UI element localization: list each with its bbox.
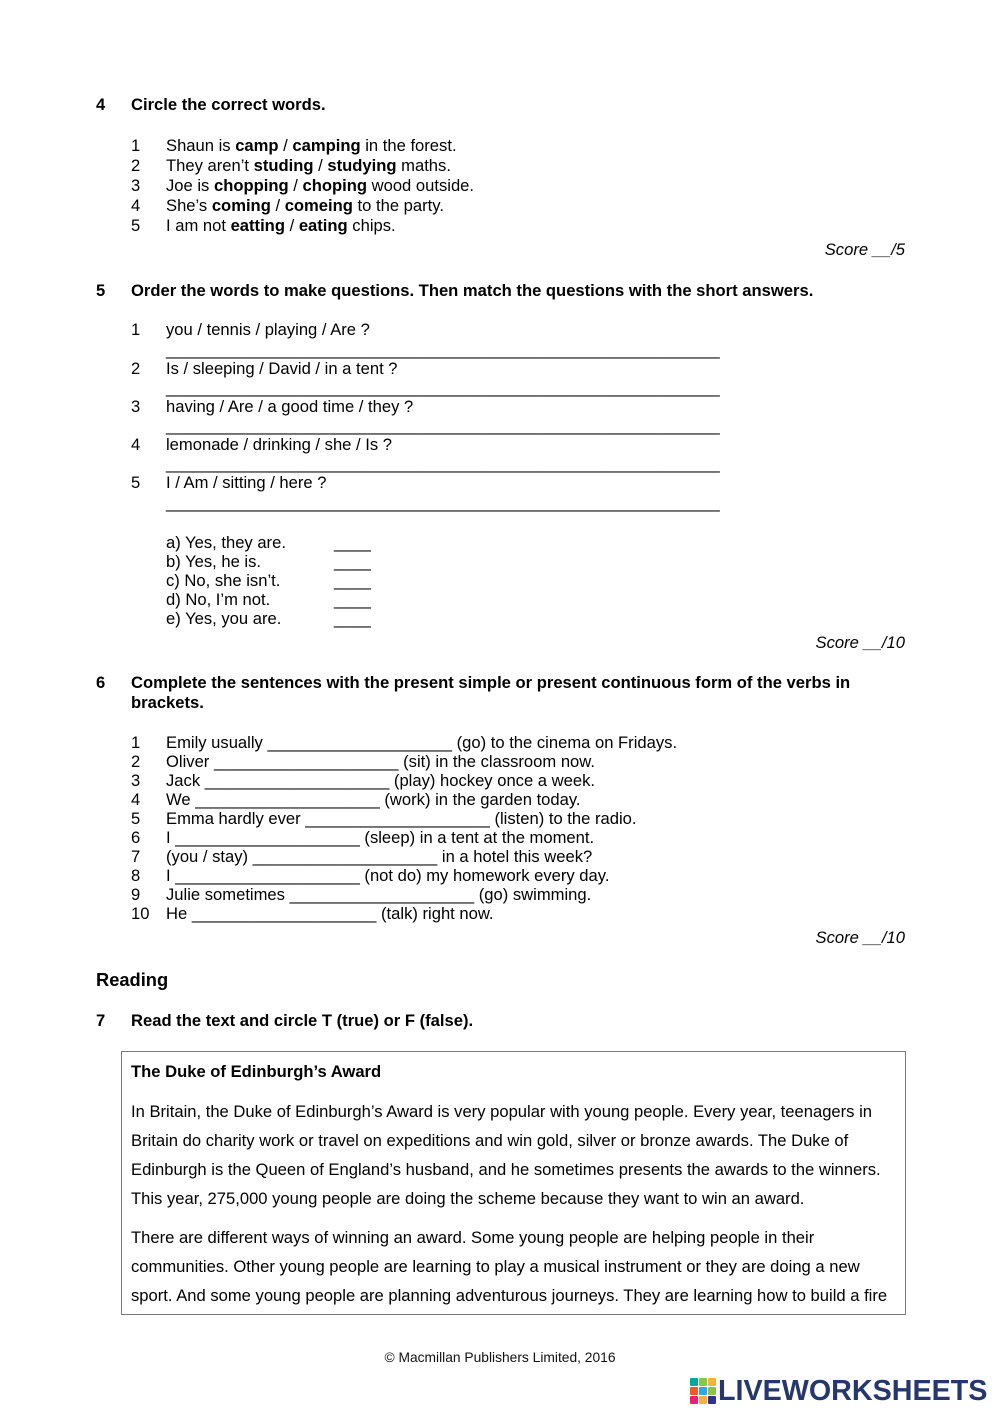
sentence-start: I — [166, 827, 176, 847]
sentence-start: Emma hardly ever — [166, 808, 306, 828]
q4-item — [131, 216, 905, 236]
item-number: 1 — [131, 136, 141, 155]
short-answers-list — [166, 533, 371, 628]
item-body — [166, 397, 905, 435]
q4-item — [131, 176, 905, 196]
scrambled-words: Is / sleeping / David / in a tent ? — [166, 358, 398, 378]
item-sentence — [166, 904, 905, 923]
scrambled-words: you / tennis / playing / Are ? — [166, 320, 370, 340]
short-answer — [166, 552, 371, 571]
question-4-items — [131, 136, 905, 236]
verb-blank[interactable]: ____________________ — [191, 904, 377, 924]
score-label: Score __/5 — [824, 240, 905, 259]
item-sentence — [166, 790, 905, 809]
item-number: 1 — [131, 320, 141, 340]
question-instruction: Circle the correct words. — [131, 95, 326, 114]
item-number: 9 — [131, 885, 141, 905]
scrambled-words: I / Am / sitting / here ? — [166, 473, 327, 493]
reading-text-title: The Duke of Edinburgh’s Award — [131, 1062, 382, 1081]
section-heading-reading: Reading — [96, 969, 169, 990]
item-number: 2 — [131, 358, 141, 378]
question-number: 6 — [96, 673, 106, 692]
reading-paragraph: There are different ways of winning an award. Some young people are helping people in their communities. Other young people are learning to play a musical instrument or they are doing a new sport. And some young people are planning adventurous journeys. They are learning how to build a fire — [131, 1227, 888, 1305]
question-6-items — [131, 733, 905, 924]
item-number: 3 — [131, 770, 141, 790]
sentence-start: Jack — [166, 770, 205, 790]
word-option-a[interactable]: eatting — [230, 216, 285, 235]
item-number: 3 — [131, 396, 141, 416]
verb-blank[interactable]: ____________________ — [175, 866, 360, 886]
sentence-start: Shaun is — [166, 136, 236, 155]
q6-item — [131, 752, 905, 771]
score-label: Score __/10 — [815, 928, 905, 947]
item-number: 6 — [131, 827, 141, 847]
question-number: 4 — [96, 95, 106, 114]
item-sentence — [166, 733, 905, 752]
logo-text: LIVEWORKSHEETS — [718, 1375, 988, 1407]
option-separator: / — [313, 156, 328, 175]
sentence-end: (talk) right now. — [376, 904, 494, 924]
item-sentence — [166, 771, 905, 790]
item-body — [166, 359, 905, 397]
sentence-end: chips. — [347, 216, 396, 235]
item-number: 4 — [131, 789, 141, 809]
option-separator: / — [270, 196, 285, 215]
q6-item — [131, 790, 905, 809]
question-5-items — [131, 320, 905, 511]
sentence-end: maths. — [396, 156, 451, 175]
item-number: 2 — [131, 751, 141, 771]
question-instruction: Complete the sentences with the present simple or present continuous form of the verbs in brackets. — [131, 673, 851, 712]
short-answer — [166, 609, 371, 628]
q5-item — [131, 320, 905, 358]
answer-line[interactable]: ____________________________________________________________ — [166, 454, 720, 474]
question-5-heading — [96, 281, 905, 301]
sentence-start: They aren’t — [166, 156, 254, 175]
item-sentence — [166, 176, 905, 196]
question-number: 7 — [96, 1011, 106, 1030]
match-blank[interactable]: ____ — [334, 551, 371, 571]
q6-item — [131, 828, 905, 847]
sentence-start: Emily usually — [166, 732, 268, 752]
q6-item — [131, 771, 905, 790]
item-number: 4 — [131, 435, 141, 455]
option-separator: / — [288, 176, 303, 195]
sentence-end: to the party. — [352, 196, 444, 215]
verb-blank[interactable]: ____________________ — [195, 789, 380, 809]
verb-blank[interactable]: ____________________ — [213, 751, 399, 771]
q6-item — [131, 847, 905, 866]
short-answer-text: a) Yes, they are. — [166, 532, 286, 552]
sentence-end: (not do) my homework every day. — [359, 866, 610, 886]
sentence-end: in a hotel this week? — [437, 847, 593, 867]
sentence-end: (play) hockey once a week. — [389, 770, 595, 790]
answer-line[interactable]: ____________________________________________________________ — [166, 492, 720, 512]
sentence-start: Oliver — [166, 751, 214, 771]
verb-blank[interactable]: ____________________ — [267, 732, 453, 752]
question-4-heading — [96, 95, 905, 115]
reading-paragraph: In Britain, the Duke of Edinburgh’s Award is very popular with young people. Every year, teenagers in Britain do charity work or travel on expeditions and win gold, silver or bronze awards. The Duke of Edinburgh is the Queen of England’s husband, and he sometimes presents the awards to the winners. This year, 275,000 young people are doing the scheme because they want to win an award. — [131, 1101, 881, 1208]
word-option-b[interactable]: studying — [327, 156, 397, 175]
reading-text-box — [121, 1051, 906, 1315]
q5-item — [131, 359, 905, 397]
match-blank[interactable]: ____ — [334, 608, 371, 628]
word-option-a[interactable]: studing — [253, 156, 314, 175]
score-label: Score __/10 — [815, 633, 905, 652]
liveworksheets-logo-icon — [690, 1378, 716, 1404]
sentence-end: (sit) in the classroom now. — [398, 751, 595, 771]
answer-line[interactable]: ____________________________________________________________ — [166, 339, 720, 359]
scrambled-words: lemonade / drinking / she / Is ? — [166, 435, 392, 455]
scrambled-words: having / Are / a good time / they ? — [166, 396, 414, 416]
q4-item — [131, 196, 905, 216]
item-number: 3 — [131, 176, 141, 195]
item-sentence — [166, 866, 905, 885]
q5-item — [131, 397, 905, 435]
sentence-end: (listen) to the radio. — [489, 808, 637, 828]
answer-line[interactable]: ____________________________________________________________ — [166, 377, 720, 397]
match-blank[interactable]: ____ — [334, 532, 371, 552]
item-sentence — [166, 196, 905, 216]
copyright-footer: © Macmillan Publishers Limited, 2016 — [384, 1350, 616, 1365]
question-6-heading — [96, 673, 905, 713]
item-sentence — [166, 752, 905, 771]
sentence-start: She’s — [166, 196, 212, 215]
short-answer-text: d) No, I’m not. — [166, 589, 271, 609]
word-option-b[interactable]: eating — [298, 216, 348, 235]
sentence-start: (you / stay) — [166, 847, 253, 867]
short-answer-text: e) Yes, you are. — [166, 608, 282, 628]
sentence-start: I am not — [166, 216, 231, 235]
word-option-b[interactable]: camping — [292, 136, 361, 155]
item-sentence — [166, 136, 905, 156]
item-number: 2 — [131, 156, 141, 175]
q6-item — [131, 885, 905, 904]
item-number: 8 — [131, 866, 141, 886]
q6-item — [131, 866, 905, 885]
item-number: 5 — [131, 473, 141, 493]
item-body — [166, 320, 905, 358]
item-number: 10 — [131, 904, 150, 924]
sentence-end: (work) in the garden today. — [379, 789, 581, 809]
sentence-end: in the forest. — [360, 136, 457, 155]
word-option-b[interactable]: choping — [302, 176, 367, 195]
word-option-a[interactable]: chopping — [213, 176, 289, 195]
item-body — [166, 473, 905, 511]
verb-blank[interactable]: ____________________ — [204, 770, 390, 790]
item-sentence — [166, 828, 905, 847]
q6-item — [131, 733, 905, 752]
q4-item — [131, 136, 905, 156]
sentence-start: Joe is — [166, 176, 214, 195]
sentence-end: wood outside. — [367, 176, 475, 195]
question-7-heading — [96, 1011, 905, 1031]
word-option-a[interactable]: coming — [211, 196, 271, 215]
match-blank[interactable]: ____ — [334, 589, 371, 609]
match-blank[interactable]: ____ — [334, 570, 371, 590]
short-answer-text: b) Yes, he is. — [166, 551, 262, 571]
item-body — [166, 435, 905, 473]
item-number: 7 — [131, 847, 141, 867]
item-number: 4 — [131, 196, 141, 215]
sentence-start: He — [166, 904, 192, 924]
short-answer — [166, 533, 371, 552]
option-separator: / — [284, 216, 299, 235]
option-separator: / — [278, 136, 293, 155]
q4-item — [131, 156, 905, 176]
sentence-end: (sleep) in a tent at the moment. — [359, 827, 595, 847]
word-option-a[interactable]: camp — [235, 136, 279, 155]
item-sentence — [166, 156, 905, 176]
short-answer — [166, 590, 371, 609]
item-sentence — [166, 216, 905, 236]
q5-item — [131, 435, 905, 473]
verb-blank[interactable]: ____________________ — [175, 827, 360, 847]
item-number: 1 — [131, 732, 141, 752]
verb-blank[interactable]: ____________________ — [305, 808, 490, 828]
verb-blank[interactable]: ____________________ — [252, 847, 438, 867]
sentence-end: (go) to the cinema on Fridays. — [452, 732, 678, 752]
question-instruction: Read the text and circle T (true) or F (false). — [131, 1011, 474, 1030]
item-sentence — [166, 847, 905, 866]
question-instruction: Order the words to make questions. Then match the questions with the short answers. — [131, 281, 814, 300]
item-sentence — [166, 885, 905, 904]
sentence-start: I — [166, 866, 176, 886]
short-answer — [166, 571, 371, 590]
answer-line[interactable]: ____________________________________________________________ — [166, 416, 720, 436]
sentence-start: Julie sometimes — [166, 885, 290, 905]
sentence-end: (go) swimming. — [474, 885, 592, 905]
liveworksheets-logo[interactable] — [690, 1377, 987, 1405]
q6-item — [131, 904, 905, 923]
verb-blank[interactable]: ____________________ — [289, 885, 475, 905]
question-number: 5 — [96, 281, 106, 300]
q6-item — [131, 809, 905, 828]
item-number: 5 — [131, 216, 141, 235]
short-answer-text: c) No, she isn’t. — [166, 570, 281, 590]
item-number: 5 — [131, 808, 141, 828]
word-option-b[interactable]: comeing — [284, 196, 353, 215]
q5-item — [131, 473, 905, 511]
item-sentence — [166, 809, 905, 828]
sentence-start: We — [166, 789, 196, 809]
